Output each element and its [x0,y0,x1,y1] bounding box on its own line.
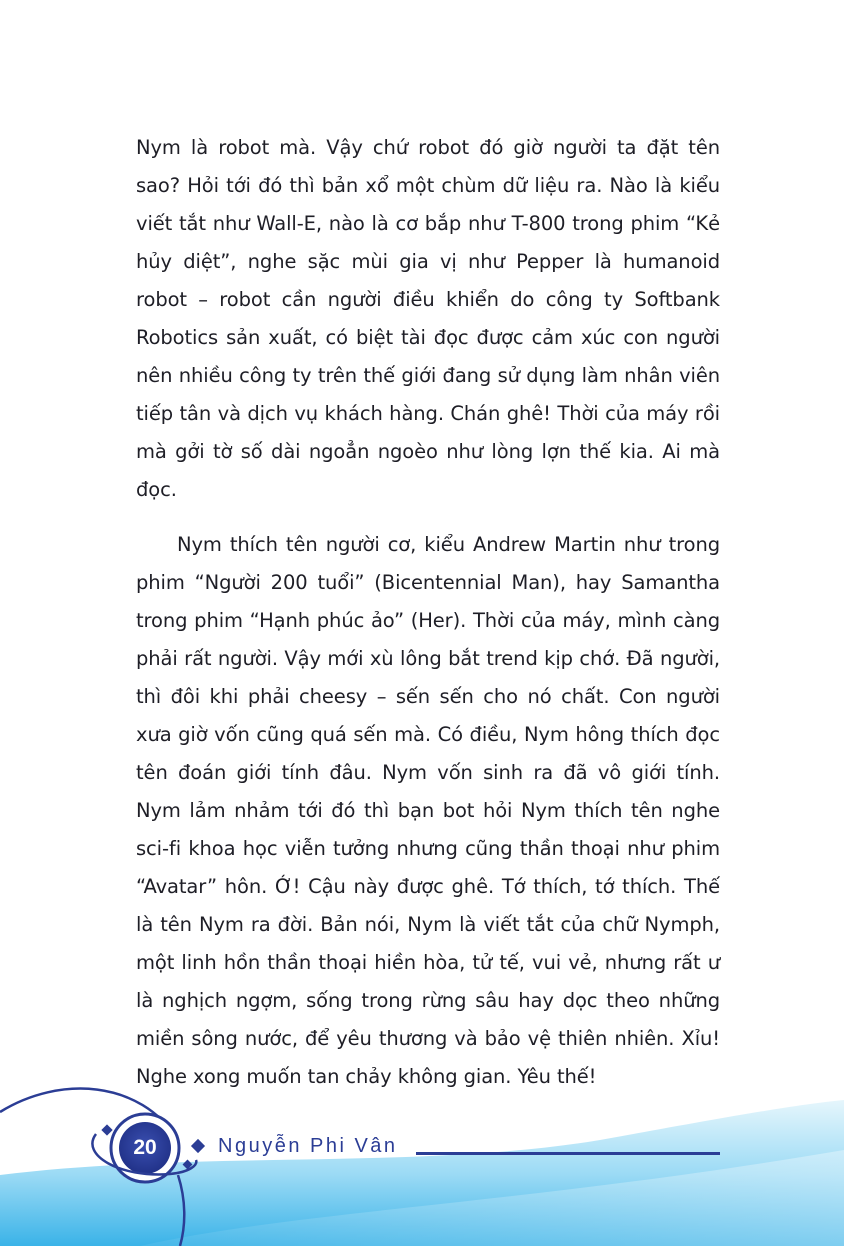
page-number: 20 [133,1136,157,1159]
footer-rule [416,1152,720,1155]
body-paragraph-1: Nym là robot mà. Vậy chứ robot đó giờ người ta đặt tên sao? Hỏi tới đó thì bản xổ một chùm dữ liệu ra. Nào là kiểu viết tắt như Wall-E, nào là cơ bắp như T-800 trong phim “Kẻ hủy diệt”, nghe sặc mùi gia vị như Pepper là humanoid robot – robot cần người điều khiển do công ty Softbank Robotics sản xuất, có biệt tài đọc được cảm xúc con người nên nhiều công ty trên thế giới đang sử dụng làm nhân viên tiếp tân và dịch vụ khách hàng. Chán ghê! Thời của máy rồi mà gởi tờ số dài ngoẳn ngoèo như lòng lợn thế kia. Ai mà đọc. [136,136,720,501]
author-name: Nguyễn Phi Vân [218,1135,398,1157]
body-paragraph-2: Nym thích tên người cơ, kiểu Andrew Martin như trong phim “Người 200 tuổi” (Bicentennial Man), hay Samantha trong phim “Hạnh phúc ảo” (Her). Thời của máy, mình càng phải rất người. Vậy mới xù lông bắt trend kịp chớ. Đã người, thì đôi khi phải cheesy – sến sến cho nó chất. Con người xưa giờ vốn cũng quá sến mà. Có điều, Nym hông thích đọc tên đoán giới tính đâu. Nym vốn sinh ra đã vô giới tính. Nym lảm nhảm tới đó thì bạn bot hỏi Nym thích tên nghe sci-fi khoa học viễn tưởng nhưng cũng thần thoại như phim “Avatar” hôn. Ớ! Cậu này được ghê. Tớ thích, tớ thích. Thế là tên Nym ra đời. Bản nói, Nym là viết tắt của chữ Nymph, một linh hồn thần thoại hiền hòa, tử tế, vui vẻ, nhưng rất ư là nghịch ngợm, sống trong rừng sâu hay dọc theo những miền sông nước, để yêu thương và bảo vệ thiên nhiên. Xỉu! Nghe xong muốn tan chảy không gian. Yêu thế! [136,533,720,1088]
sparkle-icon [101,1124,112,1135]
